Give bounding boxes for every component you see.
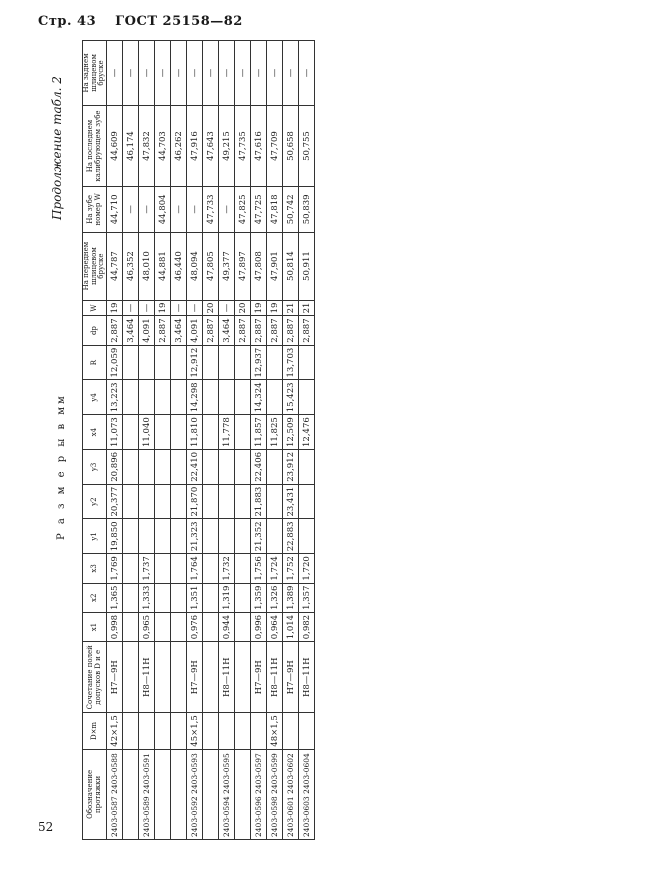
table-cell-w: 19 <box>251 300 267 316</box>
gost-label: ГОСТ 25158—82 <box>115 14 243 29</box>
table-cell-dm <box>299 713 315 749</box>
table-cell-mz: — <box>219 41 235 106</box>
table-cell-fit <box>235 642 251 713</box>
table-cell-x2 <box>203 583 219 612</box>
table-cell-y2: 20,377 <box>107 484 123 519</box>
column-header: x4 <box>83 415 107 450</box>
table-cell-dp: 2,887 <box>155 316 171 345</box>
column-header: На переднем шлицевом бруске <box>83 232 107 300</box>
table-cell-ml: 47,616 <box>251 105 267 186</box>
column-header: W <box>83 300 107 316</box>
table-cell-dm <box>251 713 267 749</box>
table-cell-dp: 2,887 <box>299 316 315 345</box>
table-cell-fit <box>171 642 187 713</box>
table-cell-y4 <box>139 380 155 415</box>
table-cell-x4: 11,778 <box>219 415 235 450</box>
table-cell-fit <box>155 642 171 713</box>
table-cell-x1 <box>171 612 187 641</box>
table-cell-m1: 50,911 <box>299 232 315 300</box>
table-cell-x3: 1,732 <box>219 554 235 583</box>
table-cell-mz: — <box>139 41 155 106</box>
table-cell-m1: 49,377 <box>219 232 235 300</box>
page-label: Стр. 43 <box>38 14 97 29</box>
table-cell-x1: 0,996 <box>251 612 267 641</box>
table-cell-y2: 23,431 <box>283 484 299 519</box>
table-cell-ml: 50,658 <box>283 105 299 186</box>
table-cell-y4: 14,324 <box>251 380 267 415</box>
table-cell-y2: 21,870 <box>187 484 203 519</box>
table-cell-y1 <box>219 519 235 554</box>
table-cell-w: — <box>219 300 235 316</box>
table-cell-y3: 20,896 <box>107 449 123 484</box>
table-cell-y4 <box>171 380 187 415</box>
table-cell-fit: H7—9H <box>107 642 123 713</box>
table-cell-mw: 47,725 <box>251 187 267 233</box>
table-cell-desig: 2403-0598 2403-0599 <box>267 749 283 839</box>
table-cell-y1 <box>299 519 315 554</box>
table-cell-dp: 4,091 <box>187 316 203 345</box>
table-cell-ml: 47,709 <box>267 105 283 186</box>
table-cell-x2: 1,351 <box>187 583 203 612</box>
table-cell-mw: 50,839 <box>299 187 315 233</box>
table-cell-desig <box>235 749 251 839</box>
column-header: x2 <box>83 583 107 612</box>
table-cell-y3 <box>267 449 283 484</box>
column-header: Сочетание полей допусков D и e <box>83 642 107 713</box>
table-cell-x4 <box>235 415 251 450</box>
table-cell-x4: 12,476 <box>299 415 315 450</box>
table-cell-mz: — <box>123 41 139 106</box>
table-cell-x4: 11,073 <box>107 415 123 450</box>
table-cell-dm <box>139 713 155 749</box>
table-cell-x4 <box>203 415 219 450</box>
table-cell-w: 19 <box>155 300 171 316</box>
table-cell-w: — <box>171 300 187 316</box>
table-cell-x4: 11,825 <box>267 415 283 450</box>
table-cell-desig: 2403-0592 2403-0593 <box>187 749 203 839</box>
table-cell-m1: 47,808 <box>251 232 267 300</box>
table-cell-y4 <box>203 380 219 415</box>
table-cell-y3: 23,912 <box>283 449 299 484</box>
table-cell-m1: 44,881 <box>155 232 171 300</box>
table-cell-mz: — <box>283 41 299 106</box>
table-cell-y3 <box>171 449 187 484</box>
column-header: На заднем шлицевом бруске <box>83 41 107 106</box>
table-cell-x1: 0,944 <box>219 612 235 641</box>
column-header: y1 <box>83 519 107 554</box>
table-cell-x3 <box>171 554 187 583</box>
table-cell-dp: 3,464 <box>171 316 187 345</box>
table-cell-dp: 4,091 <box>139 316 155 345</box>
table-cell-mz: — <box>235 41 251 106</box>
dimensions-title: Р а з м е р ы в мм <box>56 393 67 540</box>
table-cell-y3: 22,406 <box>251 449 267 484</box>
table-cell-fit: H8—11H <box>299 642 315 713</box>
table-cell-mz: — <box>187 41 203 106</box>
table-cell-fit <box>203 642 219 713</box>
table-cell-x2: 1,357 <box>299 583 315 612</box>
table-cell-w: — <box>187 300 203 316</box>
table-row <box>299 41 315 840</box>
table-cell-y3 <box>123 449 139 484</box>
table-cell-dm: 42×1,5 <box>107 713 123 749</box>
column-header: dp <box>83 316 107 345</box>
table-cell-w: 20 <box>203 300 219 316</box>
table-cell-y4 <box>267 380 283 415</box>
table-cell-y2 <box>171 484 187 519</box>
table-cell-y2 <box>299 484 315 519</box>
table-cell-x1 <box>155 612 171 641</box>
table-cell-fit: H7—9H <box>187 642 203 713</box>
table-cell-x2 <box>155 583 171 612</box>
table-cell-x2 <box>235 583 251 612</box>
table-row <box>107 41 123 840</box>
table-cell-y2 <box>219 484 235 519</box>
table-cell-r: 12,059 <box>107 345 123 380</box>
table-cell-x1: 0,998 <box>107 612 123 641</box>
table-cell-mz: — <box>251 41 267 106</box>
table-cell-dm <box>235 713 251 749</box>
column-header: y2 <box>83 484 107 519</box>
table-cell-mw: — <box>219 187 235 233</box>
table-cell-x1: 0,964 <box>267 612 283 641</box>
table-cell-x3 <box>203 554 219 583</box>
table-cell-y1 <box>155 519 171 554</box>
table-cell-y1 <box>171 519 187 554</box>
column-header: y4 <box>83 380 107 415</box>
table-cell-desig <box>203 749 219 839</box>
table-cell-ml: 44,703 <box>155 105 171 186</box>
table-cell-m1: 46,352 <box>123 232 139 300</box>
table-cell-x1: 0,976 <box>187 612 203 641</box>
table-cell-x3: 1,764 <box>187 554 203 583</box>
table-cell-x4: 11,857 <box>251 415 267 450</box>
table-cell-x3: 1,769 <box>107 554 123 583</box>
table-cell-y1: 19,850 <box>107 519 123 554</box>
table-cell-mz: — <box>107 41 123 106</box>
table-cell-r: 13,703 <box>283 345 299 380</box>
table-cell-mw: — <box>123 187 139 233</box>
table-cell-x1: 0,982 <box>299 612 315 641</box>
table-cell-r: 12,912 <box>187 345 203 380</box>
table-cell-r <box>299 345 315 380</box>
table-row <box>267 41 283 840</box>
table-cell-mw: 44,804 <box>155 187 171 233</box>
table-cell-y1: 22,883 <box>283 519 299 554</box>
column-header: На зубе номер W <box>83 187 107 233</box>
table-cell-m1: 46,440 <box>171 232 187 300</box>
table-cell-ml: 50,755 <box>299 105 315 186</box>
table-cell-m1: 50,814 <box>283 232 299 300</box>
table-cell-y1 <box>139 519 155 554</box>
table-cell-y3 <box>139 449 155 484</box>
table-cell-x2: 1,389 <box>283 583 299 612</box>
table-cell-r <box>219 345 235 380</box>
table-cell-fit: H8—11H <box>139 642 155 713</box>
table-cell-x3: 1,720 <box>299 554 315 583</box>
data-table <box>82 40 315 840</box>
table-cell-x4: 11,040 <box>139 415 155 450</box>
table-cell-ml: 47,832 <box>139 105 155 186</box>
table-cell-y4 <box>235 380 251 415</box>
table-cell-m1: 47,901 <box>267 232 283 300</box>
table-cell-desig: 2403-0596 2403-0597 <box>251 749 267 839</box>
table-cell-y4 <box>155 380 171 415</box>
table-cell-x3 <box>155 554 171 583</box>
table-row <box>283 41 299 840</box>
table-cell-mw: 47,825 <box>235 187 251 233</box>
table-cell-y4 <box>219 380 235 415</box>
table-cell-dm <box>219 713 235 749</box>
table-cell-ml: 47,916 <box>187 105 203 186</box>
rotated-table-area <box>46 40 631 840</box>
table-cell-y4: 15,423 <box>283 380 299 415</box>
table-cell-ml: 46,262 <box>171 105 187 186</box>
table-cell-desig: 2403-0589 2403-0591 <box>139 749 155 839</box>
table-cell-fit: H8—11H <box>219 642 235 713</box>
table-cell-x4: 12,509 <box>283 415 299 450</box>
table-cell-r <box>171 345 187 380</box>
table-cell-y1 <box>235 519 251 554</box>
table-cell-y1: 21,352 <box>251 519 267 554</box>
column-header: На последнем калибрующем зубе <box>83 105 107 186</box>
column-header: D×m <box>83 713 107 749</box>
table-cell-dp: 3,464 <box>219 316 235 345</box>
table-cell-y2 <box>155 484 171 519</box>
table-cell-mw: 47,733 <box>203 187 219 233</box>
table-cell-x3: 1,724 <box>267 554 283 583</box>
table-cell-dp: 2,887 <box>235 316 251 345</box>
table-cell-fit: H7—9H <box>251 642 267 713</box>
table-cell-x4 <box>155 415 171 450</box>
table-cell-w: — <box>123 300 139 316</box>
table-row <box>187 41 203 840</box>
table-cell-r: 12,937 <box>251 345 267 380</box>
table-row <box>235 41 251 840</box>
table-cell-fit: H8—11H <box>267 642 283 713</box>
table-cell-x4 <box>123 415 139 450</box>
table-row <box>123 41 139 840</box>
table-cell-w: 19 <box>107 300 123 316</box>
table-cell-y2: 21,883 <box>251 484 267 519</box>
column-header: Обозначение протяжки <box>83 749 107 839</box>
table-cell-r <box>139 345 155 380</box>
table-cell-dm: 45×1,5 <box>187 713 203 749</box>
table-cell-desig <box>155 749 171 839</box>
table-cell-y1 <box>203 519 219 554</box>
table-cell-y3 <box>219 449 235 484</box>
table-cell-w: 21 <box>299 300 315 316</box>
table-cell-desig: 2403-0594 2403-0595 <box>219 749 235 839</box>
table-cell-y3 <box>235 449 251 484</box>
table-cell-mw: — <box>139 187 155 233</box>
table-cell-x1 <box>203 612 219 641</box>
table-cell-mw: 44,710 <box>107 187 123 233</box>
table-cell-x3 <box>123 554 139 583</box>
column-header: R <box>83 345 107 380</box>
table-cell-r <box>203 345 219 380</box>
table-cell-dp: 3,464 <box>123 316 139 345</box>
table-row <box>203 41 219 840</box>
table-cell-x4 <box>171 415 187 450</box>
table-cell-dp: 2,887 <box>107 316 123 345</box>
table-cell-y3: 22,410 <box>187 449 203 484</box>
table-cell-y2 <box>267 484 283 519</box>
table-row <box>219 41 235 840</box>
table-cell-mw: — <box>187 187 203 233</box>
table-cell-y2 <box>123 484 139 519</box>
table-cell-x3: 1,752 <box>283 554 299 583</box>
table-row <box>139 41 155 840</box>
table-cell-mz: — <box>267 41 283 106</box>
table-cell-y3 <box>203 449 219 484</box>
table-body <box>107 41 315 840</box>
table-row <box>155 41 171 840</box>
table-cell-m1: 44,787 <box>107 232 123 300</box>
table-cell-x1: 0,965 <box>139 612 155 641</box>
column-header: x3 <box>83 554 107 583</box>
table-cell-x2 <box>123 583 139 612</box>
table-cell-m1: 47,897 <box>235 232 251 300</box>
table-cell-x1 <box>235 612 251 641</box>
table-row <box>251 41 267 840</box>
table-cell-x2: 1,319 <box>219 583 235 612</box>
table-cell-r <box>267 345 283 380</box>
table-cell-desig: 2403-0603 2403-0604 <box>299 749 315 839</box>
table-cell-y1 <box>123 519 139 554</box>
page-header <box>38 14 243 29</box>
table-cell-dp: 2,887 <box>283 316 299 345</box>
table-cell-y1: 21,323 <box>187 519 203 554</box>
table-cell-dm <box>203 713 219 749</box>
table-caption: Продолжение табл. 2 <box>50 76 64 220</box>
table-cell-m1: 48,094 <box>187 232 203 300</box>
table-cell-fit <box>123 642 139 713</box>
table-cell-desig: 2403-0601 2403-0602 <box>283 749 299 839</box>
table-cell-y2 <box>235 484 251 519</box>
table-cell-mz: — <box>203 41 219 106</box>
table-cell-desig <box>123 749 139 839</box>
table-cell-x2 <box>171 583 187 612</box>
table-cell-x2: 1,333 <box>139 583 155 612</box>
table-cell-ml: 46,174 <box>123 105 139 186</box>
table-cell-ml: 47,643 <box>203 105 219 186</box>
table-cell-dm <box>123 713 139 749</box>
table-cell-mz: — <box>299 41 315 106</box>
table-cell-y3 <box>155 449 171 484</box>
table-cell-mw: — <box>171 187 187 233</box>
table-cell-w: 20 <box>235 300 251 316</box>
column-header: x1 <box>83 612 107 641</box>
table-cell-m1: 48,010 <box>139 232 155 300</box>
table-cell-y4 <box>299 380 315 415</box>
table-cell-x4: 11,810 <box>187 415 203 450</box>
table-cell-mw: 50,742 <box>283 187 299 233</box>
table-cell-x3: 1,756 <box>251 554 267 583</box>
table-row <box>171 41 187 840</box>
table-cell-dp: 2,887 <box>251 316 267 345</box>
table-cell-w: 19 <box>267 300 283 316</box>
table-cell-mw: 47,818 <box>267 187 283 233</box>
table-cell-mz: — <box>171 41 187 106</box>
table-cell-y4: 14,298 <box>187 380 203 415</box>
table-cell-dp: 2,887 <box>203 316 219 345</box>
table-cell-ml: 49,215 <box>219 105 235 186</box>
table-cell-dm <box>155 713 171 749</box>
table-cell-x3 <box>235 554 251 583</box>
page-number: 52 <box>38 820 54 834</box>
table-cell-desig <box>171 749 187 839</box>
table-cell-mz: — <box>155 41 171 106</box>
table-cell-x2: 1,326 <box>267 583 283 612</box>
table-cell-desig: 2403-0587 2403-0588 <box>107 749 123 839</box>
table-cell-fit: H7—9H <box>283 642 299 713</box>
table-cell-dm <box>171 713 187 749</box>
table-cell-x3: 1,737 <box>139 554 155 583</box>
table-cell-m1: 47,805 <box>203 232 219 300</box>
table-cell-y1 <box>267 519 283 554</box>
table-cell-x1: 1,014 <box>283 612 299 641</box>
table-cell-r <box>155 345 171 380</box>
table-cell-x2: 1,365 <box>107 583 123 612</box>
table-cell-x1 <box>123 612 139 641</box>
table-cell-r <box>123 345 139 380</box>
table-cell-dm <box>283 713 299 749</box>
table-cell-y4 <box>123 380 139 415</box>
table-cell-y2 <box>139 484 155 519</box>
table-cell-dm: 48×1,5 <box>267 713 283 749</box>
table-header-row <box>83 41 107 840</box>
table-cell-y4: 13,223 <box>107 380 123 415</box>
table-cell-y3 <box>299 449 315 484</box>
table-cell-ml: 47,735 <box>235 105 251 186</box>
column-header: y3 <box>83 449 107 484</box>
table-cell-w: — <box>139 300 155 316</box>
table-cell-w: 21 <box>283 300 299 316</box>
table-cell-y2 <box>203 484 219 519</box>
table-cell-r <box>235 345 251 380</box>
table-cell-ml: 44,609 <box>107 105 123 186</box>
table-cell-x2: 1,359 <box>251 583 267 612</box>
table-cell-dp: 2,887 <box>267 316 283 345</box>
